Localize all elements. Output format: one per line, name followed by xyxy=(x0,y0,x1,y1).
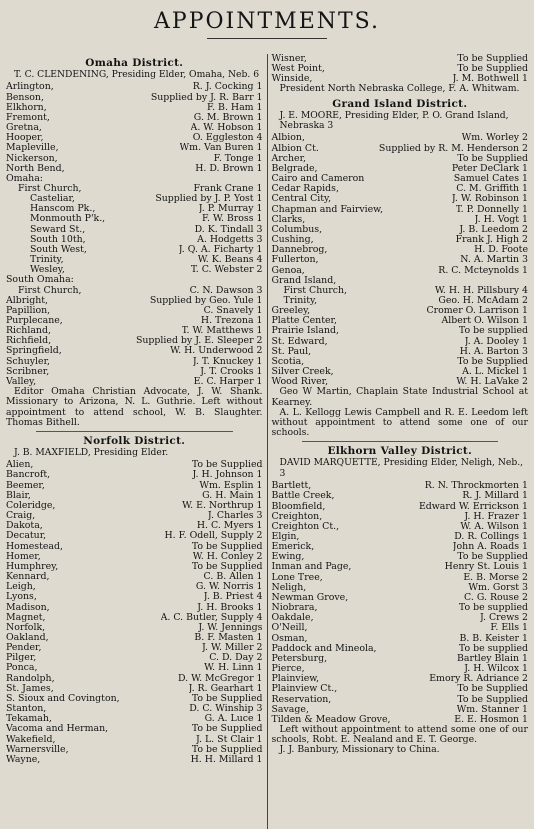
appointment-row xyxy=(6,653,263,663)
appointment-row xyxy=(272,654,529,664)
appointee: J. W. Miller 2 xyxy=(201,643,263,654)
place-name: Dannebrog, xyxy=(271,244,328,256)
place-name: South 10th, xyxy=(30,233,86,245)
place-name: Papillion, xyxy=(6,304,51,316)
appointee: To be Supplied xyxy=(457,552,528,563)
appointee: H. Trezona 1 xyxy=(200,316,263,326)
appointee: T. P. Donnelly 1 xyxy=(455,204,528,215)
appointment-row xyxy=(272,347,529,357)
place-name: Humphrey, xyxy=(6,560,59,572)
appointee: E. C. Harper 1 xyxy=(193,376,263,387)
appointee: To be Supplied xyxy=(191,724,263,735)
omaha-note: Editor Omaha Christian Advocate, J. W. Shank. Missionary to Arizona, N. L. Guthrie. Left without appointment to attend school, W. B. Slaughter. Thomas Bithell. xyxy=(6,386,263,428)
appointment-row xyxy=(272,573,529,583)
appointee: To be Supplied xyxy=(457,64,528,75)
appointee: H. A. Barton 3 xyxy=(459,346,528,357)
appointee: A. L. Mickel 1 xyxy=(462,367,528,378)
appointee: R. C. Mcteynolds 1 xyxy=(438,265,528,276)
place-name: Homestead, xyxy=(6,540,63,552)
appointee: Supplied by J. E. Sleeper 2 xyxy=(135,336,263,347)
place-name: Leigh, xyxy=(6,581,36,593)
place-name: Pilger, xyxy=(6,652,37,664)
appointee: To be Supplied xyxy=(191,744,263,755)
place-name: First Church, xyxy=(283,284,348,296)
appointment-row xyxy=(272,255,529,265)
appointee: Wm. Van Buren 1 xyxy=(179,143,263,154)
place-name: Springfield, xyxy=(6,345,62,357)
place-name: Omaha: xyxy=(6,172,43,184)
appointee: J. H. Brooks 1 xyxy=(197,602,263,613)
place-name: Kennard, xyxy=(6,571,50,583)
place-name: Albion Ct. xyxy=(271,142,319,154)
place-name: Belgrade, xyxy=(271,162,318,174)
elkhorn-presiding-elder: DAVID MARQUETTE, Presiding Elder, Neligh, Neb., 3 xyxy=(279,457,524,479)
place-name: Decatur, xyxy=(6,530,47,542)
appointee: G. H. Main 1 xyxy=(202,490,263,501)
appointee: To be Supplied xyxy=(457,684,528,695)
appointee: Emory R. Adriance 2 xyxy=(429,674,528,685)
appointee: John A. Roads 1 xyxy=(452,542,528,553)
appointee: Wm. Stanner 1 xyxy=(456,704,528,715)
appointment-row xyxy=(6,123,263,133)
place-name: Grand Island, xyxy=(271,274,337,286)
place-name: Casteliar, xyxy=(30,193,75,205)
grand-island-presiding-elder: J. E. MOORE, Presiding Elder, P. O. Grand Island, Nebraska 3 xyxy=(279,109,509,132)
place-name: North Bend, xyxy=(6,162,65,174)
appointee: To be Supplied xyxy=(457,694,528,705)
appointment-row xyxy=(6,164,263,174)
appointee: To be Supplied xyxy=(191,561,263,572)
appointee: H. C. Myers 1 xyxy=(196,521,263,532)
place-name: Clarks, xyxy=(271,213,306,225)
omaha-district-heading: Omaha District. xyxy=(85,57,184,69)
appointee: G. A. Luce 1 xyxy=(204,714,263,725)
appointment-row xyxy=(6,572,263,582)
appointee: J. P. Murray 1 xyxy=(198,204,263,215)
appointee: F. Tonge 1 xyxy=(213,153,263,164)
place-name: Stanton, xyxy=(6,703,47,715)
appointee: J. B. Leedom 2 xyxy=(459,224,528,235)
place-name: Niobrara, xyxy=(271,602,318,614)
appointee: N. A. Martin 3 xyxy=(460,255,528,266)
place-name: Randolph, xyxy=(6,672,55,684)
appointee: Henry St. Louis 1 xyxy=(444,562,528,573)
place-name: Petersburg, xyxy=(271,652,328,664)
appointee: R. N. Throckmorten 1 xyxy=(424,481,528,492)
appointee: J. A. Dooley 1 xyxy=(464,336,528,347)
appointee: To be Supplied xyxy=(191,693,263,704)
norfolk-continued-appointments xyxy=(272,54,529,84)
appointee: J. H. Wilcox 1 xyxy=(464,664,528,675)
appointment-row xyxy=(6,501,263,511)
place-name: Albion, xyxy=(271,132,305,144)
place-name: Schuyler, xyxy=(6,355,51,367)
appointee: G. W. Norris 1 xyxy=(195,582,263,593)
appointee: C. D. Day 2 xyxy=(209,653,263,664)
appointment-row xyxy=(6,582,263,592)
place-name: Chapman and Fairview, xyxy=(271,203,384,215)
appointee: C. B. Allen 1 xyxy=(203,572,263,583)
appointee: Supplied by R. M. Henderson 2 xyxy=(378,143,528,154)
appointment-row xyxy=(6,481,263,491)
appointee: B. B. Keister 1 xyxy=(459,633,528,644)
place-name: Albright, xyxy=(6,294,49,306)
appointee: To be Supplied xyxy=(191,460,263,471)
place-name: St. James, xyxy=(6,682,54,694)
appointee: J. R. Gearhart 1 xyxy=(188,683,263,694)
place-name: South Omaha: xyxy=(6,274,74,286)
place-name: Richfield, xyxy=(6,335,52,347)
appointee: W. H. LaVake 2 xyxy=(456,377,528,388)
place-name: Richland, xyxy=(6,325,51,337)
place-name: S. Sioux and Covington, xyxy=(6,692,120,704)
appointee: F. Ells 1 xyxy=(490,623,528,634)
appointment-row xyxy=(6,542,263,552)
place-name: Inman and Page, xyxy=(271,561,352,573)
appointee: H. D. Brown 1 xyxy=(195,163,263,174)
place-name: Cushing, xyxy=(271,234,314,246)
place-name: St. Edward, xyxy=(271,335,328,347)
appointee: To be supplied xyxy=(458,643,528,654)
appointee: H. H. Millard 1 xyxy=(190,754,263,765)
appointee: D. W. McGregor 1 xyxy=(177,673,263,684)
place-name: Fremont, xyxy=(6,111,50,123)
appointment-row xyxy=(272,522,529,532)
appointment-row xyxy=(6,113,263,123)
appointee: W. K. Beans 4 xyxy=(197,255,263,266)
grand-island-note-2: A. L. Kellogg Lewis Campbell and R. E. Leedom left without appointment to attend some one of our schools. xyxy=(271,406,528,439)
appointee: R. J. Cocking 1 xyxy=(192,82,263,93)
appointee: E. E. Hosmon 1 xyxy=(454,714,528,725)
place-name: Trinity, xyxy=(283,294,318,306)
place-name: Pender, xyxy=(6,642,42,654)
grand-island-note-1: Geo W Martin, Chaplain State Industrial School at Kearney. xyxy=(271,386,528,408)
place-name: Fullerton, xyxy=(271,254,319,266)
appointee: J. M. Bothwell 1 xyxy=(452,74,528,85)
appointee: J. H. Johnson 1 xyxy=(192,470,263,481)
appointee: H. D. Foote xyxy=(474,245,528,256)
college-note: President North Nebraska College, F. A. Whitwam. xyxy=(279,83,520,95)
place-name: Beemer, xyxy=(6,479,45,491)
page-title: APPOINTMENTS. xyxy=(154,9,380,34)
place-name: Oakdale, xyxy=(271,612,314,624)
place-name: Archer, xyxy=(271,152,307,164)
place-name: Newman Grove, xyxy=(271,591,349,603)
appointee: J. T. Crooks 1 xyxy=(200,366,263,377)
appointee: Albert O. Wilson 1 xyxy=(441,316,528,327)
appointment-row xyxy=(6,592,263,602)
appointee: To be Supplied xyxy=(191,541,263,552)
place-name: Neligh, xyxy=(271,581,307,593)
appointee: A. W. Hobson 1 xyxy=(190,123,263,134)
appointee: J. T. Knuckey 1 xyxy=(192,356,263,367)
place-name: Scribner, xyxy=(6,365,50,377)
appointee: Supplied by J. P. Yost 1 xyxy=(155,194,263,205)
appointee: W. H. Underwood 2 xyxy=(170,346,263,357)
place-name: Wayne, xyxy=(6,753,41,765)
appointee: Frank Crane 1 xyxy=(193,183,263,194)
appointment-row xyxy=(272,623,529,633)
place-name: Columbus, xyxy=(271,223,323,235)
section-divider xyxy=(302,441,499,442)
appointee: W. H. Linn 1 xyxy=(204,663,263,674)
appointee: J. L. St Clair 1 xyxy=(195,734,263,745)
appointee: O. Eggleston 4 xyxy=(192,133,263,144)
appointment-row xyxy=(272,205,529,215)
appointee: T. W. Matthews 1 xyxy=(181,326,263,337)
elkhorn-appointments xyxy=(272,481,529,725)
place-name: Wesley, xyxy=(30,264,65,276)
place-name: Paddock and Mineola, xyxy=(271,642,377,654)
place-name: Platte Center, xyxy=(271,315,337,327)
place-name: Scotia, xyxy=(271,355,305,367)
grand-island-district-heading: Grand Island District. xyxy=(332,97,468,110)
place-name: Emerick, xyxy=(271,541,315,553)
section-divider xyxy=(36,431,233,432)
place-name: West Point, xyxy=(271,63,325,75)
appointee: Wm. Worley 2 xyxy=(461,133,528,144)
appointment-row xyxy=(6,511,263,521)
appointment-row xyxy=(272,491,529,501)
appointee: Bartley Blain 1 xyxy=(456,653,528,664)
appointment-row xyxy=(6,724,263,734)
appointee: H. F. Odell, Supply 2 xyxy=(164,531,263,542)
place-name: Greeley, xyxy=(271,305,311,317)
place-name: Elgin, xyxy=(271,531,300,542)
place-name: Seward St., xyxy=(30,223,86,235)
appointee: C. Snavely 1 xyxy=(203,305,263,316)
appointee: T. C. Webster 2 xyxy=(190,265,263,276)
place-name: Battle Creek, xyxy=(271,490,335,502)
appointment-row xyxy=(6,82,263,92)
place-name: Tekamah, xyxy=(6,713,52,725)
place-name: Trinity, xyxy=(30,254,64,266)
place-name: Ewing, xyxy=(271,551,305,563)
appointee: E. B. Morse 2 xyxy=(463,572,528,583)
appointee: Peter DeClark 1 xyxy=(451,163,528,174)
norfolk-appointments xyxy=(6,460,263,765)
elkhorn-note-2: J. J. Banbury, Missionary to China. xyxy=(279,744,440,756)
appointee: To be supplied xyxy=(458,326,528,337)
appointment-row xyxy=(272,542,529,552)
appointee: C. G. Rouse 2 xyxy=(464,592,528,603)
appointment-row xyxy=(6,633,263,643)
appointee: R. J. Millard 1 xyxy=(462,491,528,502)
place-name: Dakota, xyxy=(6,520,43,532)
place-name: Silver Creek, xyxy=(271,366,334,378)
place-name: Winside, xyxy=(271,73,313,85)
appointee: J. Crews 2 xyxy=(480,613,528,624)
appointee: B. F. Masten 1 xyxy=(194,632,263,643)
place-name: Vacoma and Herman, xyxy=(6,723,109,735)
place-name: Central City, xyxy=(271,193,332,205)
left-column xyxy=(6,54,268,829)
place-name: First Church, xyxy=(18,182,82,194)
place-name: Prairie Island, xyxy=(271,325,340,337)
appointee: A. Hodgetts 3 xyxy=(197,234,263,245)
place-name: Genoa, xyxy=(271,264,305,276)
place-name: Hanscom Pk., xyxy=(30,203,96,215)
appointee: J. W. Jennings xyxy=(198,622,263,633)
appointee: To be Supplied xyxy=(457,356,528,367)
omaha-presiding-elder: T. C. CLENDENING, Presiding Elder, Omaha, Neb. 6 xyxy=(14,69,260,80)
place-name: Monmouth P'k., xyxy=(30,213,106,225)
place-name: Bancroft, xyxy=(6,469,51,481)
columns xyxy=(6,54,528,829)
appointee: W. E. Northrup 1 xyxy=(182,500,263,511)
place-name: Alien, xyxy=(6,459,34,471)
appointee: J. B. Priest 4 xyxy=(203,592,263,603)
appointee: D. C. Winship 3 xyxy=(189,704,263,715)
appointee: Supplied by J. R. Barr 1 xyxy=(150,92,263,103)
appointment-row xyxy=(6,367,263,377)
place-name: Valley, xyxy=(6,375,37,387)
place-name: O'Neill, xyxy=(271,622,308,634)
place-name: Mapleville, xyxy=(6,142,59,154)
place-name: Purplecane, xyxy=(6,315,63,326)
place-name: Bartlett, xyxy=(271,480,312,492)
appointee: Cromer O. Larrison 1 xyxy=(426,306,528,317)
place-name: Savage, xyxy=(271,703,309,715)
appointment-row xyxy=(6,755,263,765)
title-rule xyxy=(207,38,327,39)
elkhorn-note-1: Left without appointment to attend some one of our schools, Robt. E. Nealand and E. T. George. xyxy=(271,723,528,746)
elkhorn-district-heading: Elkhorn Valley District. xyxy=(327,445,473,458)
place-name: Cedar Rapids, xyxy=(271,183,339,195)
right-column xyxy=(268,54,529,829)
place-name: Elkhorn, xyxy=(6,101,47,113)
place-name: Madison, xyxy=(6,601,50,613)
appointee: Supplied by Geo. Yule 1 xyxy=(149,295,263,306)
appointment-row xyxy=(6,143,263,153)
place-name: Osman, xyxy=(271,632,308,644)
place-name: Hooper, xyxy=(6,132,44,144)
appointment-row xyxy=(6,275,263,285)
appointee: Wm. Esplin 1 xyxy=(199,480,263,491)
place-name: St. Paul, xyxy=(271,345,312,357)
place-name: Pierce, xyxy=(271,663,305,675)
appointment-row xyxy=(6,745,263,755)
place-name: Lyons, xyxy=(6,591,37,603)
appointee: J. H. Frazer 1 xyxy=(464,511,528,522)
place-name: Creighton Ct., xyxy=(271,520,340,532)
place-name: Tilden & Meadow Grove, xyxy=(271,713,391,725)
appointee: D. R. Collings 1 xyxy=(454,532,528,542)
appointment-row xyxy=(272,695,529,705)
appointee: C. N. Dawson 3 xyxy=(189,285,263,296)
appointee: To be Supplied xyxy=(457,153,528,164)
place-name: Gretna, xyxy=(6,122,42,134)
place-name: Nickerson, xyxy=(6,152,58,164)
appointee: To be Supplied xyxy=(457,54,528,64)
place-name: Wood River, xyxy=(271,376,329,388)
appointee: Edward W. Errickson 1 xyxy=(418,501,528,512)
appointee: F. B. Ham 1 xyxy=(207,102,263,113)
place-name: Norfolk, xyxy=(6,621,46,633)
grand-island-appointments xyxy=(272,133,529,387)
appointee: J. Q. A. Ficharty 1 xyxy=(178,244,263,255)
omaha-appointments xyxy=(6,82,263,387)
appointee: Samuel Cates 1 xyxy=(453,174,528,185)
place-name: Wakefield, xyxy=(6,733,56,745)
norfolk-district-heading: Norfolk District. xyxy=(83,434,186,447)
appointee: W. H. Conley 2 xyxy=(192,551,263,562)
place-name: Arlington, xyxy=(6,81,54,93)
appointee: Wm. Gorst 3 xyxy=(468,582,528,593)
place-name: Reservation, xyxy=(271,693,332,705)
appointee: Geo. H. McAdam 2 xyxy=(438,295,528,306)
appointee: J. H. Vogt 1 xyxy=(474,214,528,225)
place-name: Magnet, xyxy=(6,611,46,623)
appointee: W. H. H. Pillsbury 4 xyxy=(434,285,528,296)
appointment-row xyxy=(272,144,529,154)
place-name: Cairo and Cameron xyxy=(271,173,365,185)
appointee: Frank J. High 2 xyxy=(455,235,528,246)
place-name: South West, xyxy=(30,243,87,255)
place-name: Lone Tree, xyxy=(271,571,323,583)
appointment-row xyxy=(6,643,263,653)
place-name: Blair, xyxy=(6,489,31,501)
place-name: Creighton, xyxy=(271,510,323,522)
place-name: Plainview, xyxy=(271,673,320,685)
place-name: First Church, xyxy=(18,284,82,296)
appointee: F. W. Bross 1 xyxy=(201,214,263,225)
appointment-row xyxy=(272,613,529,623)
appointee: J. W. Robinson 1 xyxy=(451,194,528,205)
norfolk-presiding-elder: J. B. MAXFIELD, Presiding Elder. xyxy=(14,446,169,458)
place-name: Coleridge, xyxy=(6,499,56,511)
place-name: Wisner, xyxy=(271,54,307,64)
place-name: Homer, xyxy=(6,550,41,562)
appointee: G. M. Brown 1 xyxy=(193,112,263,123)
place-name: Craig, xyxy=(6,510,36,522)
place-name: Ponca, xyxy=(6,662,38,674)
appointee: A. C. Butler, Supply 4 xyxy=(160,612,263,623)
place-name: Warnersville, xyxy=(6,743,69,755)
appointee: J. Charles 3 xyxy=(207,511,263,522)
place-name: Oakland, xyxy=(6,631,49,643)
appointee: W. A. Wilson 1 xyxy=(460,521,528,532)
appointee: D. K. Tindall 3 xyxy=(194,224,263,235)
appointment-row xyxy=(272,684,529,694)
place-name: Plainview Ct., xyxy=(271,683,338,695)
place-name: Bloomfield, xyxy=(271,500,326,512)
appointee: To be supplied xyxy=(458,603,528,614)
place-name: Benson, xyxy=(6,91,44,103)
appointee: C. M. Griffith 1 xyxy=(456,184,528,195)
